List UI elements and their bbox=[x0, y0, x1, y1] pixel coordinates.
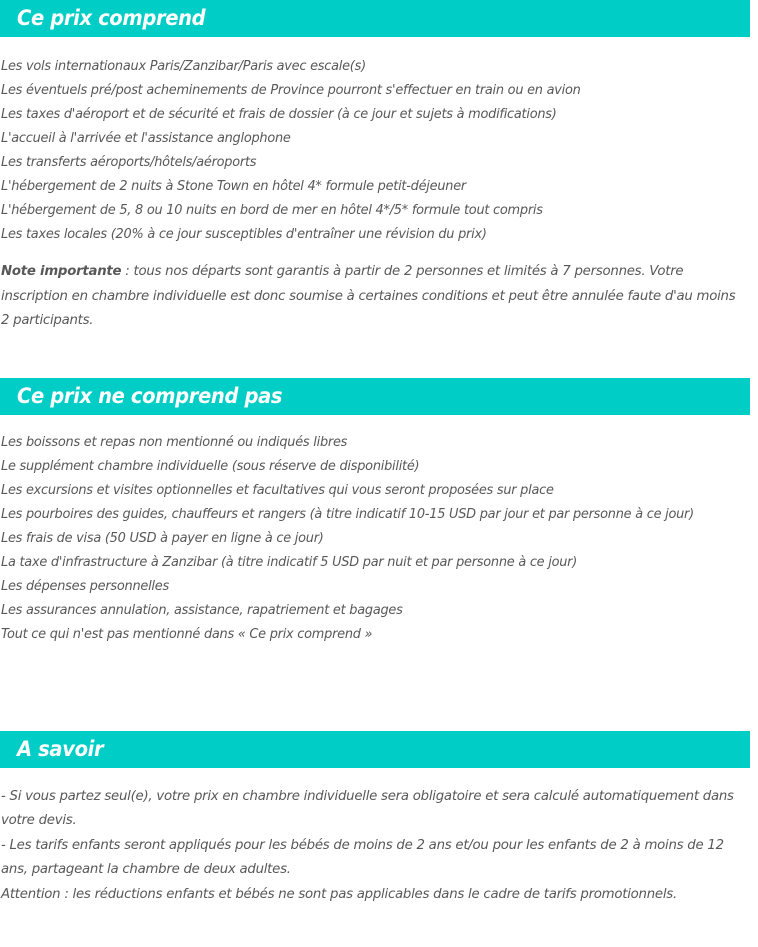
list-item: Le supplément chambre individuelle (sous réserve de disponibilité) bbox=[1, 458, 420, 474]
list-item: Les pourboires des guides, chauffeurs et rangers (à titre indicatif 10-15 USD par jour et par personne à ce jour) bbox=[1, 506, 694, 522]
section-header-ce-prix-ne-comprend-pas bbox=[0, 378, 750, 415]
exclusions-list bbox=[1, 431, 746, 647]
section-title: Ce prix comprend bbox=[17, 6, 206, 30]
section-header-a-savoir bbox=[0, 731, 750, 768]
section-body-ce-prix-comprend bbox=[0, 55, 752, 334]
info-paragraph: Attention : les réductions enfants et bébés ne sont pas applicables dans le cadre de tarifs promotionnels. bbox=[1, 886, 677, 902]
important-note bbox=[1, 260, 746, 334]
section-title: Ce prix ne comprend pas bbox=[17, 383, 283, 408]
section-body-a-savoir bbox=[0, 785, 752, 907]
important-note-text: : tous nos départs sont garantis à partir de 2 personnes et limités à 7 personnes. Votre inscription en chambre individuelle est donc soumise à certaines conditions et peut être annulée faute d'au moins 2 participants. bbox=[1, 264, 736, 328]
spacer bbox=[0, 768, 758, 785]
list-item: La taxe d'infrastructure à Zanzibar (à titre indicatif 5 USD par nuit et par personne à ce jour) bbox=[1, 554, 578, 570]
spacer bbox=[0, 647, 758, 731]
spacer bbox=[0, 37, 758, 55]
list-item: L'accueil à l'arrivée et l'assistance anglophone bbox=[1, 131, 291, 146]
important-note-label: Note importante bbox=[1, 264, 122, 279]
section-body-ce-prix-ne-comprend-pas bbox=[0, 431, 752, 647]
list-item: Les éventuels pré/post acheminements de Province pourront s'effectuer en train ou en avion bbox=[1, 83, 581, 98]
list-item: Tout ce qui n'est pas mentionné dans « Ce prix comprend » bbox=[1, 626, 373, 642]
list-item: Les dépenses personnelles bbox=[1, 578, 169, 594]
list-item: Les assurances annulation, assistance, rapatriement et bagages bbox=[1, 602, 403, 618]
info-paragraph: - Les tarifs enfants seront appliqués pour les bébés de moins de 2 ans et/ou pour les enfants de 2 à moins de 12 ans, partageant la chambre de deux adultes. bbox=[1, 837, 724, 877]
list-item: Les boissons et repas non mentionné ou indiqués libres bbox=[1, 434, 348, 450]
section-title: A savoir bbox=[17, 736, 104, 761]
spacer bbox=[0, 334, 758, 378]
inclusions-list bbox=[1, 55, 746, 247]
list-item: L'hébergement de 5, 8 ou 10 nuits en bord de mer en hôtel 4*/5* formule tout compris bbox=[1, 203, 543, 218]
list-item: L'hébergement de 2 nuits à Stone Town en hôtel 4* formule petit-déjeuner bbox=[1, 179, 466, 194]
spacer bbox=[1, 247, 746, 260]
list-item: Les taxes d'aéroport et de sécurité et frais de dossier (à ce jour et sujets à modifications) bbox=[1, 107, 557, 122]
section-header-ce-prix-comprend bbox=[0, 0, 750, 37]
list-item: Les taxes locales (20% à ce jour susceptibles d'entraîner une révision du prix) bbox=[1, 227, 487, 242]
list-item: Les excursions et visites optionnelles et facultatives qui vous seront proposées sur place bbox=[1, 482, 554, 498]
list-item: Les frais de visa (50 USD à payer en ligne à ce jour) bbox=[1, 530, 324, 546]
info-paragraph: - Si vous partez seul(e), votre prix en chambre individuelle sera obligatoire et sera calculé automatiquement dans votre devis. bbox=[1, 788, 734, 828]
list-item: Les vols internationaux Paris/Zanzibar/Paris avec escale(s) bbox=[1, 59, 366, 74]
list-item: Les transferts aéroports/hôtels/aéroports bbox=[1, 155, 257, 170]
spacer bbox=[0, 415, 758, 431]
